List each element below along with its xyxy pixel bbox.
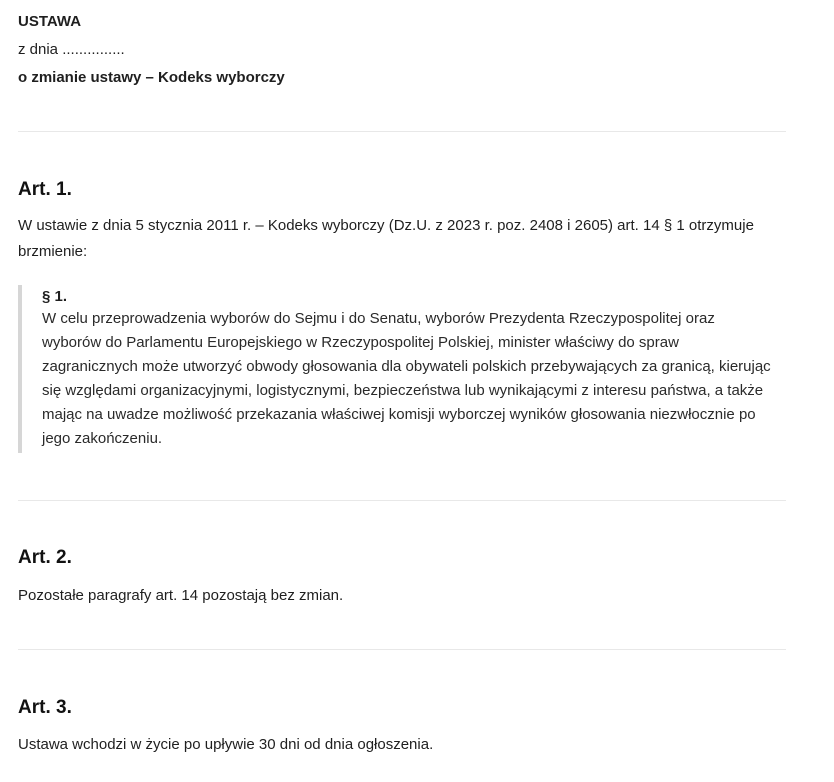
article-3-text: Ustawa wchodzi w życie po upływie 30 dni od dnia ogłoszenia. <box>18 736 434 753</box>
divider <box>18 500 786 501</box>
paragraph-text: W celu przeprowadzenia wyborów do Sejmu i do Senatu, wyborów Prezydenta Rzeczypospolitej oraz wyborów do Parlamentu Europejskiego w Rzeczypospolitej Polskiej, minister właściwy do spraw zagranicznych może utworzyć obwody głosowania dla obywateli polskich przebywających za granicą, kierując się względami organizacyjnymi, logistycznymi, bezpieczeństwa lub wynikającymi z interesu państwa, a także mając na uwadze możliwość przekazania właściwej komisji wyborczej wyników głosowania niezwłocznie po jego zakończeniu. <box>42 310 771 447</box>
article-1-text: W ustawie z dnia 5 stycznia 2011 r. – Kodeks wyborczy (Dz.U. z 2023 r. poz. 2408 i 2605) art. 14 § 1 otrzymuje brzmienie: <box>18 217 754 260</box>
act-title: USTAWA <box>18 13 82 30</box>
article-3-heading: Art. 3. <box>18 697 72 718</box>
act-subject: o zmianie ustawy – Kodeks wyborczy <box>18 69 285 86</box>
divider <box>18 649 786 650</box>
amended-provision-quote <box>18 285 778 453</box>
article-2-text: Pozostałe paragrafy art. 14 pozostają bez zmian. <box>18 587 344 604</box>
article-2-heading: Art. 2. <box>18 547 72 568</box>
article-1-heading: Art. 1. <box>18 179 72 200</box>
divider <box>18 131 786 132</box>
act-date: z dnia ............... <box>18 41 125 58</box>
paragraph-number: § 1. <box>42 288 68 305</box>
